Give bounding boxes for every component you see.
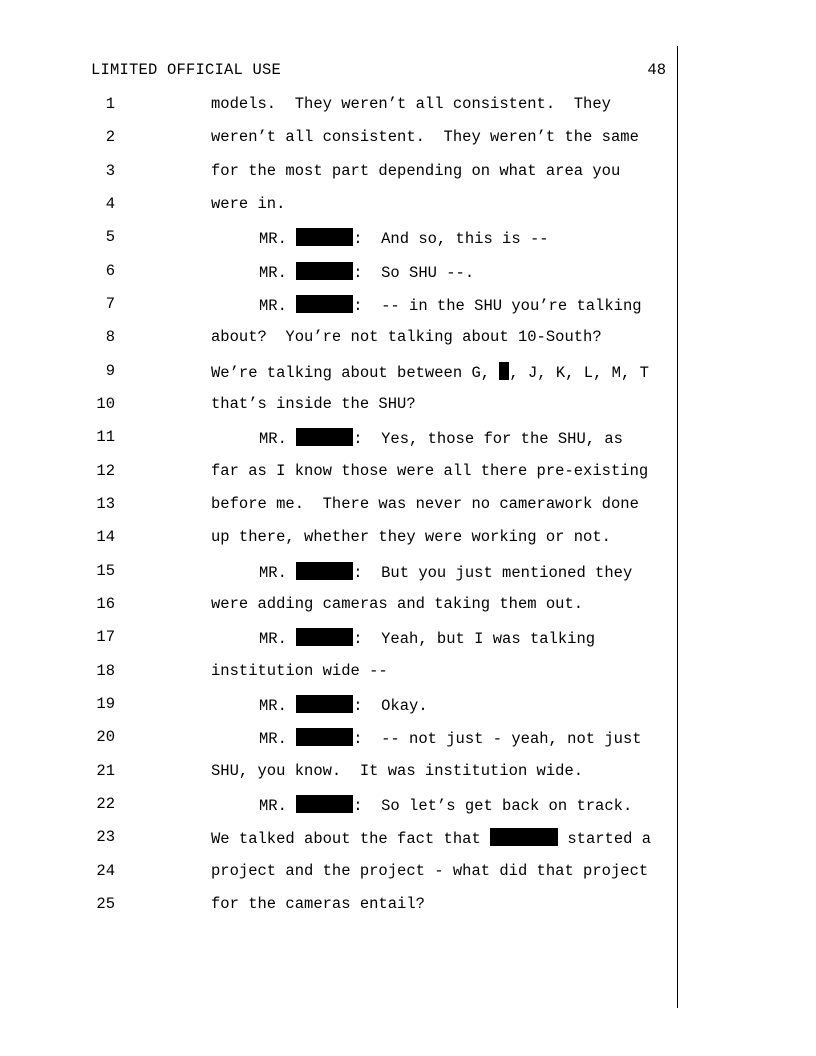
line-number: 9 — [105, 362, 115, 380]
line-text: for the most part depending on what area you — [211, 162, 621, 180]
redaction-box — [296, 562, 353, 580]
redaction-box — [296, 695, 353, 713]
line-number: 4 — [105, 195, 115, 213]
transcript-line — [0, 295, 816, 317]
transcript-line — [0, 528, 816, 550]
redaction-box — [499, 362, 509, 380]
line-text: about? You’re not talking about 10-South? — [211, 328, 602, 346]
speaker-line: MR. : So let’s get back on track. — [259, 797, 633, 815]
line-number: 19 — [96, 695, 115, 713]
line-number: 23 — [96, 828, 115, 846]
line-text: far as I know those were all there pre-existing — [211, 462, 649, 480]
transcript-line — [0, 162, 816, 184]
speaker-line: MR. : But you just mentioned they — [259, 564, 633, 582]
transcript-line — [0, 228, 816, 250]
transcript-line — [0, 695, 816, 717]
transcript-line — [0, 862, 816, 884]
line-number: 25 — [96, 895, 115, 913]
page-number: 48 — [647, 61, 666, 79]
line-number: 10 — [96, 395, 115, 413]
line-number: 7 — [105, 295, 115, 313]
line-number: 1 — [105, 95, 115, 113]
transcript-line — [0, 562, 816, 584]
transcript-line — [0, 628, 816, 650]
line-text: We’re talking about between G, , J, K, L, M, T — [211, 364, 649, 382]
line-text: project and the project - what did that project — [211, 862, 649, 880]
line-number: 13 — [96, 495, 115, 513]
line-number: 21 — [96, 762, 115, 780]
transcript-line — [0, 595, 816, 617]
transcript-line — [0, 362, 816, 384]
line-number: 11 — [96, 428, 115, 446]
line-number: 22 — [96, 795, 115, 813]
line-number: 12 — [96, 462, 115, 480]
line-number: 14 — [96, 528, 115, 546]
line-number: 2 — [105, 128, 115, 146]
line-number: 18 — [96, 662, 115, 680]
transcript-line — [0, 828, 816, 850]
transcript-line — [0, 462, 816, 484]
line-text: were in. — [211, 195, 286, 213]
speaker-line: MR. : -- not just - yeah, not just — [259, 730, 642, 748]
redaction-box — [296, 428, 353, 446]
line-number: 5 — [105, 228, 115, 246]
transcript-line — [0, 262, 816, 284]
transcript-line — [0, 95, 816, 117]
line-text: up there, whether they were working or not. — [211, 528, 611, 546]
speaker-line: MR. : Yeah, but I was talking — [259, 630, 596, 648]
transcript-line — [0, 795, 816, 817]
transcript-line — [0, 428, 816, 450]
line-number: 3 — [105, 162, 115, 180]
redaction-box — [490, 828, 558, 846]
transcript-line — [0, 662, 816, 684]
classification-header: LIMITED OFFICIAL USE — [91, 61, 282, 79]
transcript-line — [0, 495, 816, 517]
line-text: that’s inside the SHU? — [211, 395, 416, 413]
speaker-line: MR. : Okay. — [259, 697, 428, 715]
speaker-line: MR. : So SHU --. — [259, 264, 475, 282]
line-text: We talked about the fact that started a — [211, 830, 652, 848]
line-text: SHU, you know. It was institution wide. — [211, 762, 584, 780]
line-number: 17 — [96, 628, 115, 646]
line-number: 24 — [96, 862, 115, 880]
transcript-line — [0, 395, 816, 417]
line-number: 16 — [96, 595, 115, 613]
transcript-line — [0, 128, 816, 150]
speaker-line: MR. : And so, this is -- — [259, 230, 549, 248]
redaction-box — [296, 628, 353, 646]
redaction-box — [296, 728, 353, 746]
line-number: 20 — [96, 728, 115, 746]
speaker-line: MR. : Yes, those for the SHU, as — [259, 430, 623, 448]
line-number: 8 — [105, 328, 115, 346]
line-text: institution wide -- — [211, 662, 388, 680]
transcript-line — [0, 895, 816, 917]
line-number: 15 — [96, 562, 115, 580]
transcript-line — [0, 728, 816, 750]
line-text: before me. There was never no camerawork done — [211, 495, 639, 513]
line-number: 6 — [105, 262, 115, 280]
speaker-line: MR. : -- in the SHU you’re talking — [259, 297, 642, 315]
redaction-box — [296, 795, 353, 813]
redaction-box — [296, 228, 353, 246]
line-text: models. They weren’t all consistent. They — [211, 95, 611, 113]
line-text: for the cameras entail? — [211, 895, 425, 913]
redaction-box — [296, 262, 353, 280]
line-text: were adding cameras and taking them out. — [211, 595, 584, 613]
transcript-line — [0, 328, 816, 350]
line-text: weren’t all consistent. They weren’t the same — [211, 128, 639, 146]
transcript-line — [0, 195, 816, 217]
redaction-box — [296, 295, 353, 313]
transcript-line — [0, 762, 816, 784]
